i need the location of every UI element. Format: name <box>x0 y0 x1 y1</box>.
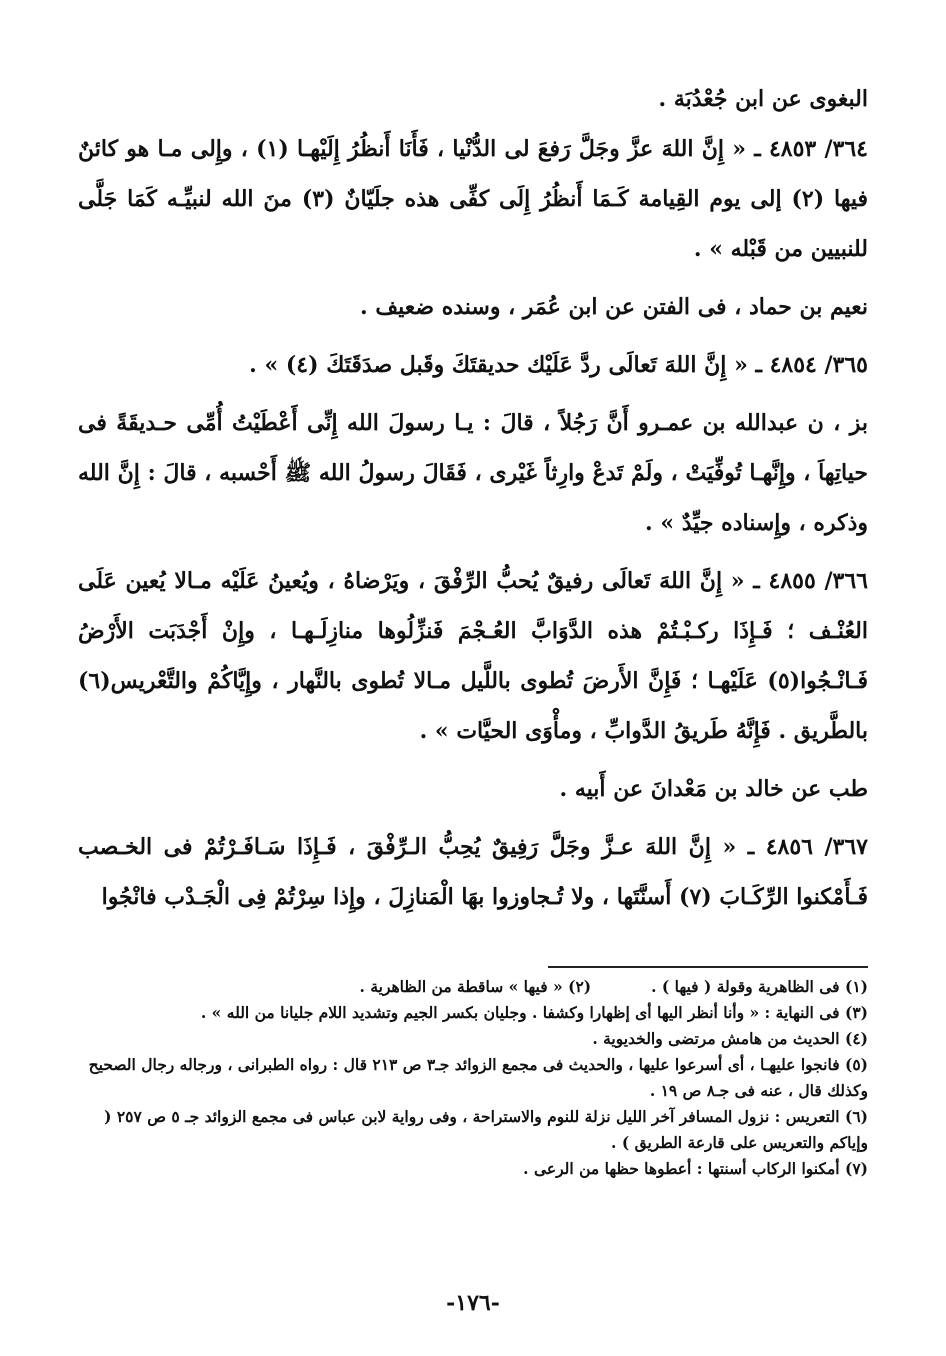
hadith-364: ٣٦٤/ ٤٨٥٣ ـ « إِنَّ اللهَ عزَّ وجَلَّ رَفعَ لى الدُّنْيا ، فَأَنَا أَنظُرُ إِلَيْهـا (١) ، وإِلى مـا هو كائنٌ فيها (٢) إلى يوم القِيامة كَـمَا أَنظُرُ إِلَى كفِّى هذه جلَيّانٌ (٣) منَ الله لنبيِّـه كَمَا جَلَّى للنبيين من قَبْله » . <box>78 136 868 262</box>
source-line-1: البغوى عن ابن جُعْدُبَة . <box>658 86 868 112</box>
footnote-1: (١) فى الظاهرية وقولة ( فيها ) . <box>651 977 868 996</box>
footnote-5: (٥) فانجوا عليهـا ، أى أسرعوا عليها ، والحديث فى مجمع الزوائد جـ٣ ص ٢١٣ قال : رواه الطبرانى ، ورجاله رجال الصحيح وكذلك قال ، عنه فى جـ٨ ص ١٩ . <box>88 1055 868 1100</box>
source-line-365: بز ، ن عبدالله بن عمـرو أَنَّ رَجُلاً ، قالَ : يـا رسولَ الله إِنِّى أَعْطَيْتُ أُمِّى حـديقَةً فى حياتِهاَ ، وإِنَّهـا تُوفِّيَتْ ، ولَمْ تَدعْ وارِثاً غَيْرى ، فَقَالَ رسولُ الله ﷺ أَحْسبه ، قالَ : إِنَّ الله وذكره ، وإِسناده جيِّدٌ » . <box>78 410 868 536</box>
page-number: -١٧٦- <box>446 1290 500 1316</box>
footnote-row-1-2 <box>70 974 868 1000</box>
hadith-367: ٣٦٧/ ٤٨٥٦ ـ « إِنَّ اللهَ عـزَّ وجَلَّ رَفِيقٌ يُحِبُّ الـرِّفْقَ ، فَـإِذَا سَـافَـرْتُمْ فى الخـصب فَـأَمْكنوا الرِّكَـابَ (٧) أَسنَّتَها ، ولا تُـجاوزوا بهَا الْمَنازِلَ ، وإِذا سِرْتُمْ فِى الْجَـدْب فانْجُوا <box>78 834 868 910</box>
footnotes-section <box>70 974 868 1182</box>
footnote-4: (٤) الحديث من هامش مرتضى والخديوية . <box>592 1029 868 1048</box>
hadith-366: ٣٦٦/ ٤٨٥٥ ـ « إِنَّ اللهَ تَعالَى رفيقٌ يُحبُّ الرِّفْقَ ، ويَرْضاهُ ، ويُعينُ عَلَيْه مـالا يُعين عَلَى العُنْـف ؛ فَـإِذَا ركـبْـتُمْ هذه الدَّوَابَّ العُـجْمَ فَنزِّلُوها منازِلَـهـا ، وإِنْ أَجْدَبَت الأَرْضُ فَـانْـجُوا(٥) عَلَيْهـا ؛ فَإِنَّ الأَرضَ تُطوى باللَّيل مـالا تُطوى بالنَّهار ، وإِيَّاكُمْ والتَّعْريس(٦) بالطَّريق . فَإِنَّهُ طَريقُ الدَّوابِّ ، ومأْوَى الحيَّات » . <box>78 568 868 744</box>
footnote-7: (٧) أمكنوا الركاب أسنتها : أعطوها حظها من الرعى . <box>523 1159 868 1178</box>
hadith-365: ٣٦٥/ ٤٨٥٤ ـ « إِنَّ اللهَ تَعالَى ردَّ عَلَيْك حديقتَكَ وقَبل صدَقَتَكَ (٤) » . <box>249 352 868 378</box>
source-line-364: نعيم بن حماد ، فى الفتن عن ابن عُمَر ، وسنده ضعيف . <box>360 294 868 320</box>
source-line-366: طب عن خالد بن مَعْدانَ عن أَبيه . <box>559 776 868 802</box>
footnote-divider <box>548 966 868 968</box>
main-text <box>78 74 868 922</box>
footnote-6: (٦) التعريس : نزول المسافر آخر الليل نزلة للنوم والاستراحة ، وفى رواية لابن عباس فى مجمع الزوائد جـ ٥ ص ٢٥٧ ( وإياكم والتعريس على قارعة الطريق ) . <box>104 1107 868 1152</box>
footnote-3: (٣) فى النهاية : « وأنا أنظر اليها أى إظهارا وكشفا . وجليان بكسر الجيم وتشديد اللام جليانا من الله » . <box>200 1003 868 1022</box>
footnote-2: (٢) « فيها » ساقطة من الظاهرية . <box>359 977 592 996</box>
